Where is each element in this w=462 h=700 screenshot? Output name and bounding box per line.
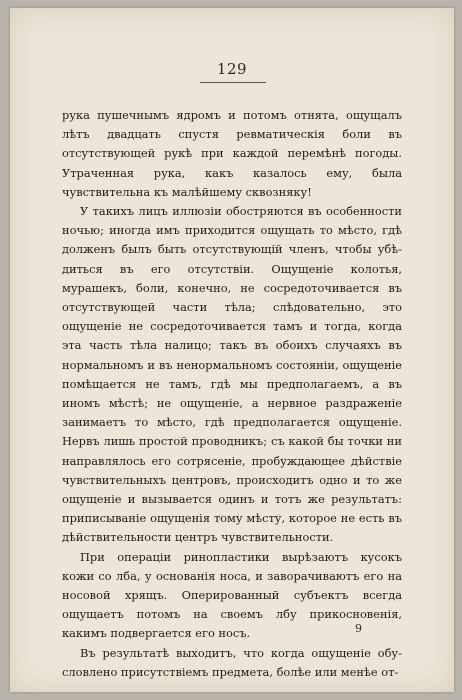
paragraph-2: У такихъ лицъ иллюзіи обостряются въ особенности ночью; иногда имъ приходится ощущать то мѣсто, гдѣ долженъ былъ быть отсутствующій членъ, чтобы убѣдиться въ его отсутствіи. Ощущеніе колотья, мурашекъ, боли, конечно, не сосредоточивается въ отсутствующей части тѣла; слѣдовательно, это ощущеніе не сосредоточивается тамъ и тогда, когда эта часть тѣла налицо; такъ въ обоихъ случаяхъ въ нормальномъ и въ ненормальномъ состояніи, ощущеніе помѣщается не тамъ, гдѣ мы предполагаемъ, а въ иномъ мѣстѣ; не ощущеніе, а нервное раздраженіе занимаетъ то мѣсто, гдѣ предполагается ощущеніе. Нервъ лишь простой проводникъ; съ какой бы точки ни направлялось его сотрясеніе, пробуждающее дѣйствіе чувствительныхъ центровъ, происходитъ одно и то же ощущеніе и вызывается одинъ и тотъ же результатъ: приписываніе ощущенія тому мѣсту, которое не есть въ дѣйствительности центръ чувствительности. (62, 204, 402, 545)
paragraph-4: Въ результатѣ выходитъ, что когда ощущеніе обусловлено присутствіемъ предмета, болѣе или менѣе от- (62, 645, 402, 679)
book-page (10, 8, 454, 692)
body-text (62, 106, 402, 682)
page-number: 129 (216, 60, 248, 78)
paragraph-3: При операціи ринопластики вырѣзаютъ кусокъ кожи со лба, у основанія носа, и заворачиваютъ его на носовой хрящъ. Оперированный субъектъ всегда ощущаетъ потомъ на своемъ лбу прикосновенія, какимъ подвергается его носъ. (62, 549, 402, 641)
signature-mark: 9 (355, 622, 362, 635)
paragraph-1: рука пушечнымъ ядромъ и потомъ отнята, ощущалъ лѣтъ двадцать спустя ревматическія боли въ отсутствующей рукѣ при каждой перемѣнѣ погоды. Утраченная рука, какъ казалось ему, была чувствительна къ малѣйшему сквозняку! (62, 108, 402, 199)
header-rule (200, 82, 266, 83)
